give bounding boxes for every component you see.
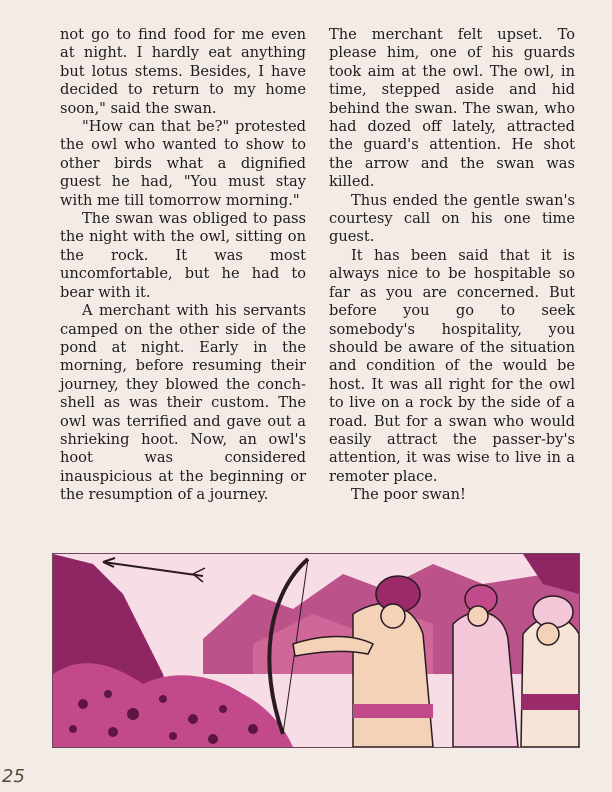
left-paragraph-4: A merchant with his servants camped on the other side of the pond at night. Early in the morning, before resuming their journey, they blowed the conch-shell as was their custom. The owl was terrified and gave out a shrieking hoot. Now, an owl's hoot was considered inauspicious at the beginning or the resumption of a journey. — [60, 302, 306, 504]
right-paragraph-1: The merchant felt upset. To please him, one of his guards took aim at the owl. The owl, in time, stepped aside and hid behind the swan. The swan, who had dozed off lately, attracted the guard's attention. He shot the arrow and the swan was killed. — [329, 26, 575, 191]
companion-face — [468, 606, 488, 626]
merchant-sash — [521, 694, 579, 710]
left-paragraph-1: not go to find food for me even at night. I hardly eat anything but lotus stems. Besides, I have decided to return to my home soon," said the swan. — [60, 26, 306, 117]
right-paragraph-4: The poor swan! — [351, 486, 466, 504]
merchant-face — [537, 623, 559, 645]
right-column — [329, 26, 575, 505]
merchant-turban — [533, 596, 573, 628]
right-paragraph-3: It has been said that it is always nice to be hospitable so far as you are concerned. But before you go to seek somebody's hospitality, you should be aware of the situation and condition of the would be host. It was all right for the owl to live on a rock by the side of a road. But for a swan who would easily attract the passer-by's attention, it was wise to live in a remoter place. — [329, 246, 575, 485]
right-paragraph-2: Thus ended the gentle swan's courtesy call on his one time guest. — [329, 191, 575, 246]
page-number: 25 — [2, 766, 25, 787]
left-column — [60, 26, 306, 505]
archer-sash — [353, 704, 433, 718]
left-paragraph-2: "How can that be?" protested the owl who wanted to show to other birds what a dignified guest he had, "You must stay with me till tomorrow morning." — [60, 118, 306, 209]
illustration-artwork — [53, 554, 579, 747]
archer-face — [381, 604, 405, 628]
left-paragraph-3: The swan was obliged to pass the night with the owl, sitting on the rock. It was most uncomfortable, but he had to bear with it. — [60, 210, 306, 301]
archer-illustration — [52, 553, 580, 748]
